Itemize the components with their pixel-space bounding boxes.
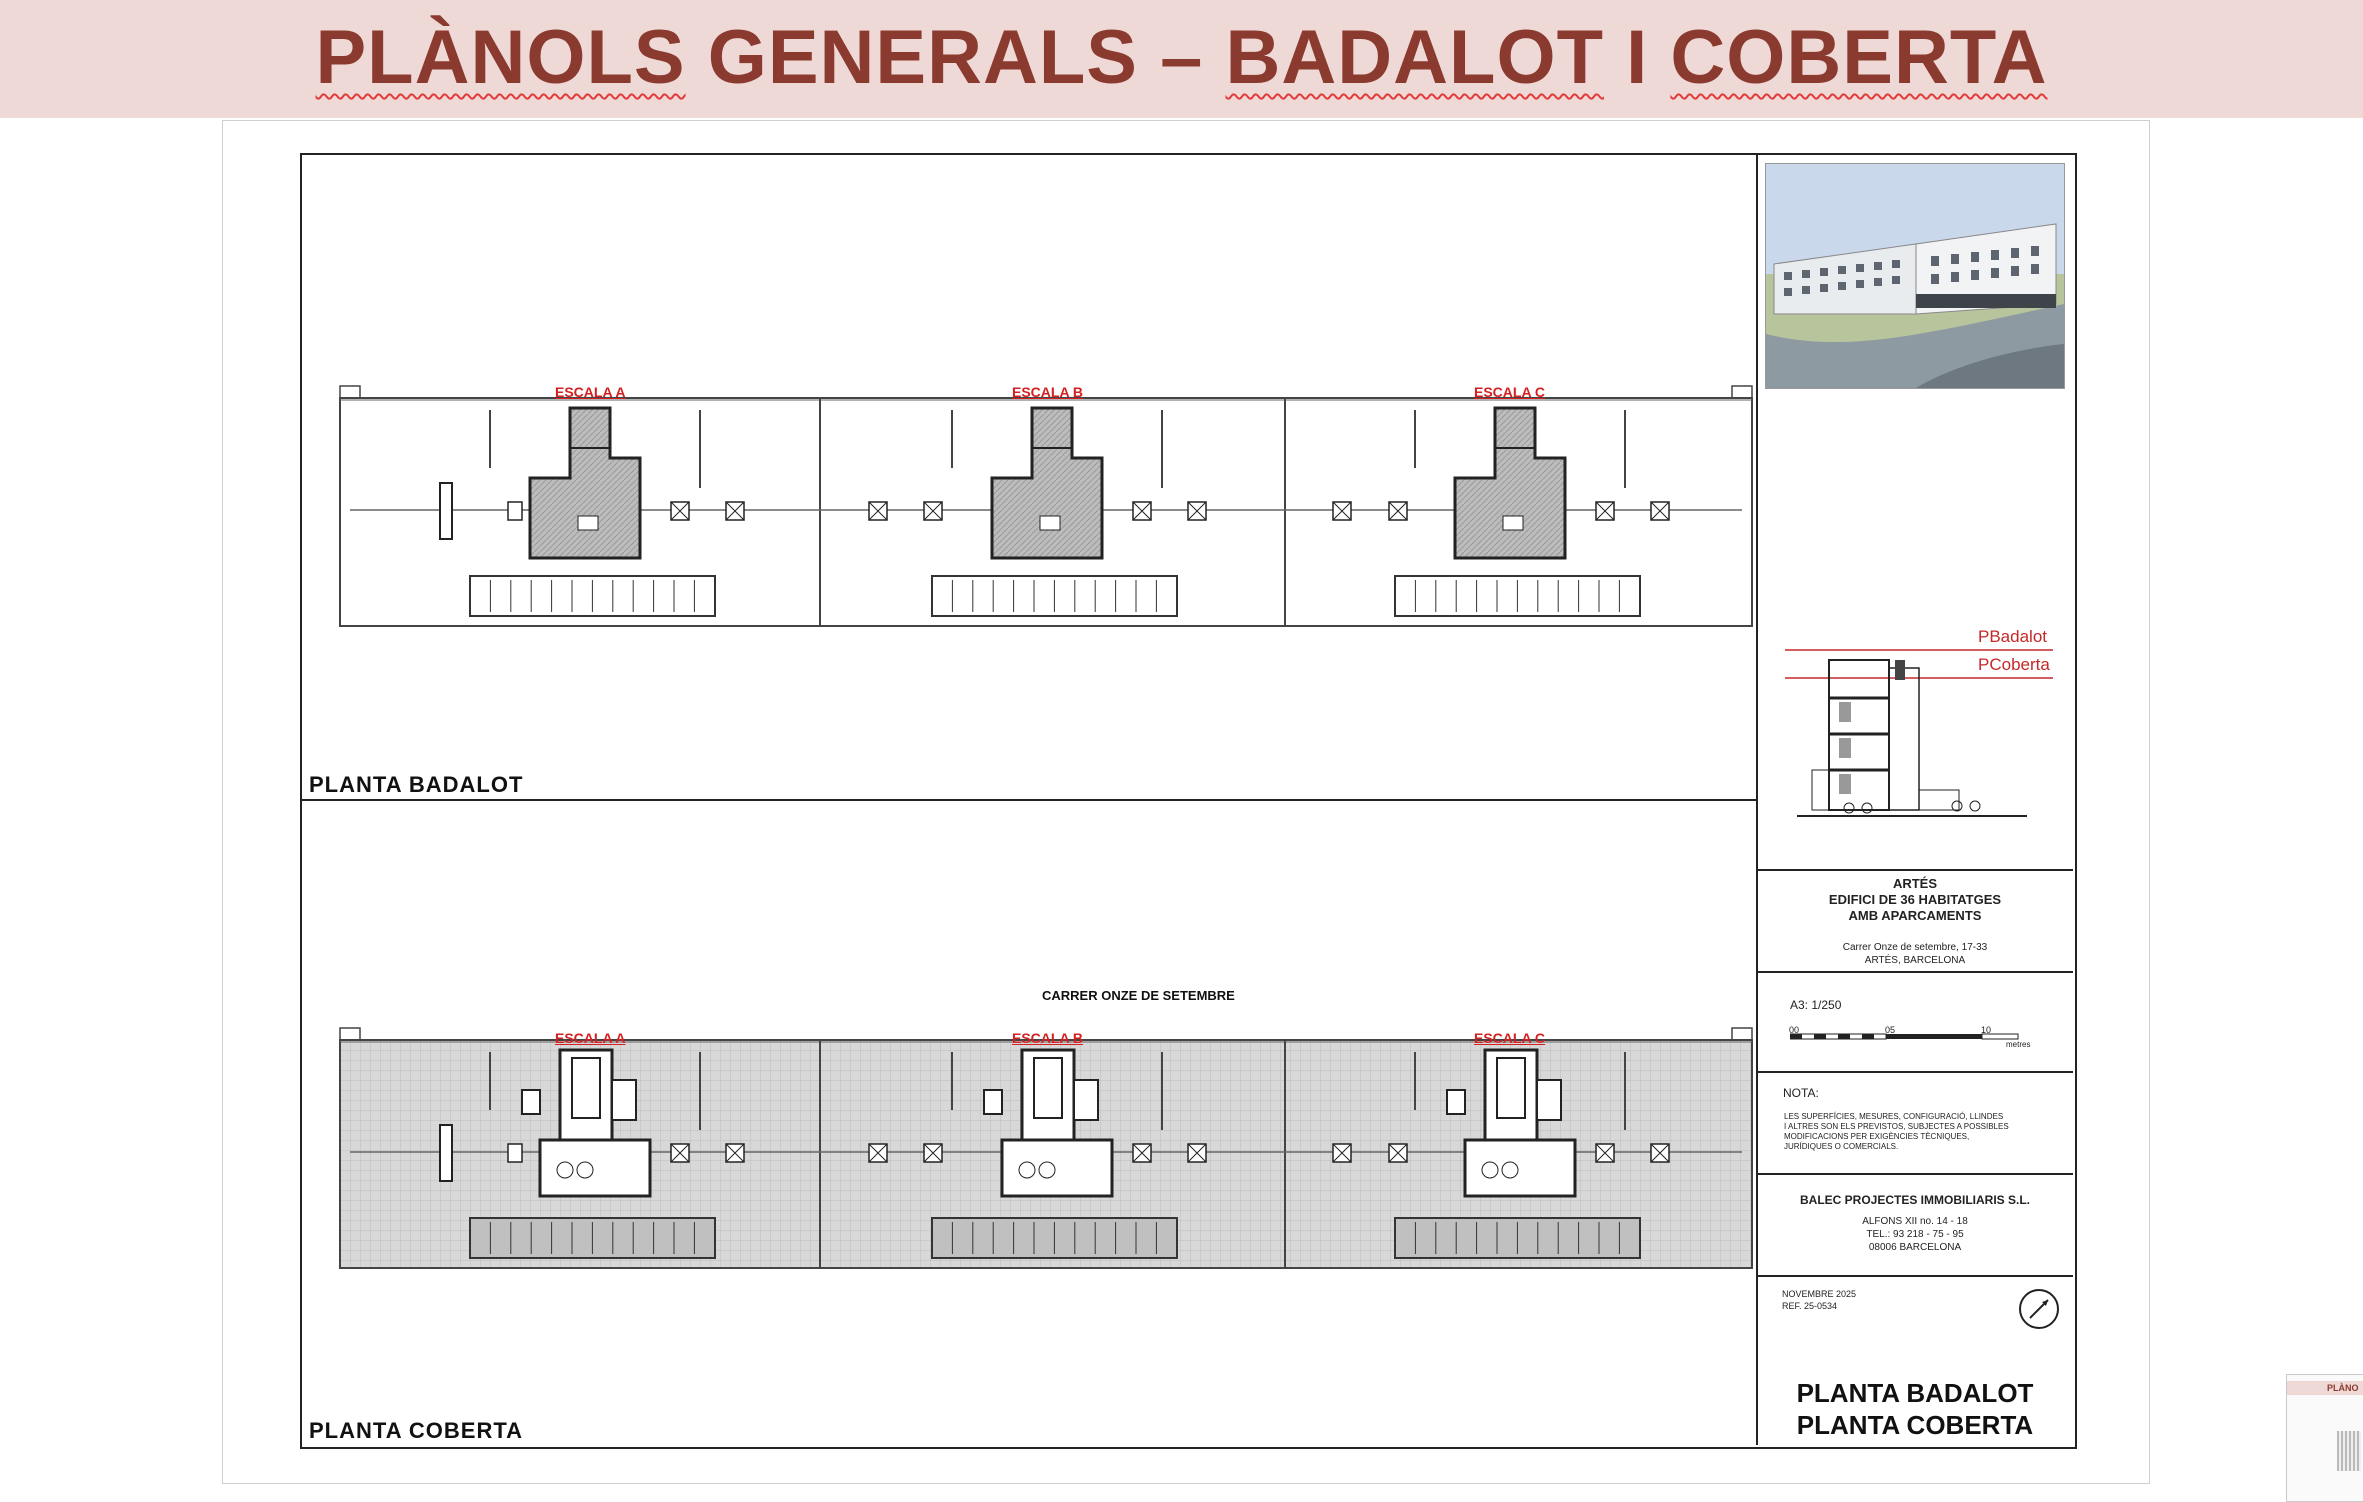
scale-tick-5: 05 <box>1885 1025 1896 1035</box>
scale-label: A3: 1/250 <box>1790 998 1842 1012</box>
level-pcoberta: PCoberta <box>1978 655 2050 674</box>
title-word-planols: PLÀNOLS <box>315 15 686 100</box>
small-room <box>1447 1090 1465 1114</box>
project-line-2: AMB APARCAMENTS <box>1848 908 1982 923</box>
thumbnail-preview <box>2337 1431 2361 1471</box>
coberta-plan <box>340 1028 1752 1268</box>
sheet-title-1: PLANTA BADALOT <box>1796 1378 2034 1408</box>
title-block-divider-4 <box>1757 1173 2073 1175</box>
title-block-divider-3 <box>1757 1071 2073 1073</box>
project-town: ARTÉS <box>1892 876 1938 891</box>
scale-bar <box>1790 1020 2040 1050</box>
vent-box <box>508 1144 522 1162</box>
escala-c-label-top: ESCALA C <box>1474 384 1546 400</box>
company-address-2: TEL.: 93 218 - 75 - 95 <box>1866 1229 1964 1240</box>
note-line-4: JURÍDIQUES O COMERCIALS. <box>1784 1142 1899 1151</box>
badalot-plan <box>340 386 1752 626</box>
project-address-1: Carrer Onze de setembre, 17-33 <box>1842 942 1988 953</box>
small-room <box>522 1090 540 1114</box>
title-block-divider-5 <box>1757 1275 2073 1277</box>
stair-core <box>1022 1050 1074 1140</box>
core-vent <box>578 516 598 530</box>
vent-box <box>508 502 522 520</box>
thumbnail-banner: PLÀNO <box>2287 1381 2363 1395</box>
drawing-date: NOVEMBRE 2025 <box>1782 1289 1857 1299</box>
project-line-1: EDIFICI DE 36 HABITATGES <box>1828 892 2002 907</box>
machine-room <box>1465 1140 1575 1196</box>
title-word-i: I <box>1604 15 1671 100</box>
building-render-photo <box>1765 163 2065 389</box>
company-address-3: 08006 BARCELONA <box>1868 1242 1962 1253</box>
note-line-2: I ALTRES SON ELS PREVISTOS, SUBJECTES A POSSIBLES <box>1784 1122 2009 1131</box>
street-label: CARRER ONZE DE SETEMBRE <box>1042 988 1235 1003</box>
company-name: BALEC PROJECTES IMMOBILIARIS S.L. <box>1799 1193 2030 1207</box>
escala-a-label-top: ESCALA A <box>555 384 626 400</box>
plan-label-badalot: PLANTA BADALOT <box>309 772 524 797</box>
note-title: NOTA: <box>1783 1086 1819 1100</box>
machine-room <box>1002 1140 1112 1196</box>
company-address-1: ALFONS XII no. 14 - 18 <box>1862 1216 1968 1227</box>
stair-core <box>1485 1050 1537 1140</box>
project-address-2: ARTÉS, BARCELONA <box>1864 955 1966 966</box>
note-line-3: MODIFICACIONS PER EXIGÈNCIES TÈCNIQUES, <box>1784 1132 1970 1141</box>
core-vent <box>1503 516 1523 530</box>
title-word-generals: GENERALS – <box>685 15 1226 100</box>
title-word-badalot: BADALOT <box>1225 15 1605 100</box>
small-room <box>1074 1080 1098 1120</box>
drawing-ref: REF. 25-0534 <box>1782 1301 1838 1311</box>
escala-b-label-top: ESCALA B <box>1012 384 1084 400</box>
small-room <box>1537 1080 1561 1120</box>
title-word-coberta: COBERTA <box>1670 15 2048 100</box>
title-block-divider-1 <box>1757 869 2073 871</box>
core-vent <box>1040 516 1060 530</box>
level-pbadalot: PBadalot <box>1978 627 2047 646</box>
scale-tick-10: 10 <box>1981 1025 1992 1035</box>
next-slide-thumbnail[interactable] <box>2286 1374 2363 1502</box>
escala-c-label-bottom: ESCALA C <box>1474 1030 1546 1046</box>
sheet-title-2: PLANTA COBERTA <box>1796 1410 2034 1440</box>
scale-tick-0: 00 <box>1789 1025 1800 1035</box>
machine-room <box>540 1140 650 1196</box>
plan-label-coberta: PLANTA COBERTA <box>309 1418 524 1443</box>
stair-core <box>560 1050 612 1140</box>
small-room <box>984 1090 1002 1114</box>
north-arrow-icon <box>2018 1288 2060 1330</box>
small-room <box>612 1080 636 1120</box>
scale-unit: metres <box>2006 1040 2031 1049</box>
title-block-divider-2 <box>1757 971 2073 973</box>
escala-a-label-bottom: ESCALA A <box>555 1030 626 1046</box>
skylight <box>440 483 452 539</box>
escala-b-label-bottom: ESCALA B <box>1012 1030 1084 1046</box>
note-line-1: LES SUPERFÍCIES, MESURES, CONFIGURACIÓ, LLINDES <box>1784 1112 2004 1121</box>
skylight <box>440 1125 452 1181</box>
